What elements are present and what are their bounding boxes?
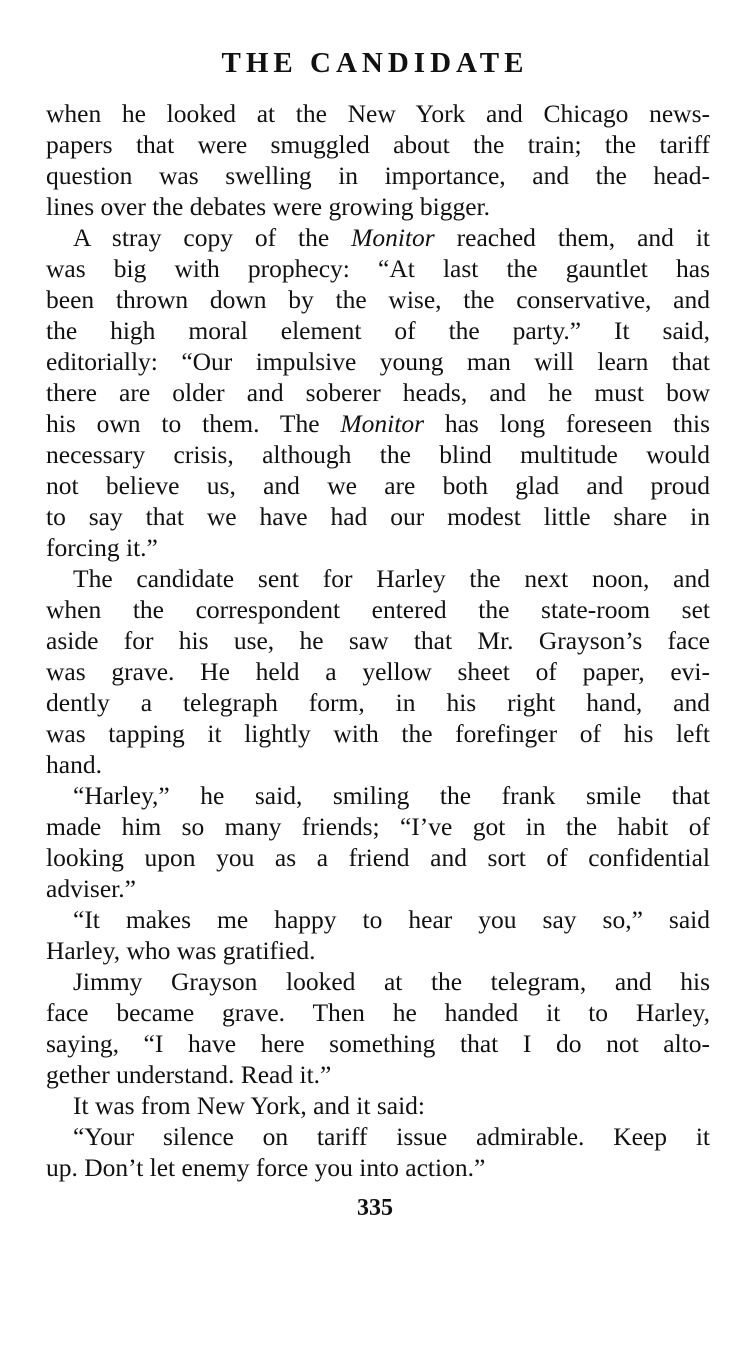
text-line: editorially: “Our impulsive young man will learn that [46,347,710,376]
text-line: A stray copy of the Monitor reached them, and it [73,223,710,252]
text-line: lines over the debates were growing bigger. [46,192,490,221]
text-line: “Your silence on tariff issue admirable. Keep it [73,1122,710,1151]
text-line: the high moral element of the party.” It said, [46,316,710,345]
text-line: Jimmy Grayson looked at the telegram, and his [73,967,710,996]
text-line: there are older and soberer heads, and he must bow [46,378,710,407]
text-line: was grave. He held a yellow sheet of paper, evi- [46,657,710,686]
text-line: “Harley,” he said, smiling the frank smile that [73,781,710,810]
text-line: dently a telegraph form, in his right hand, and [46,688,710,717]
text-line: when he looked at the New York and Chicago news- [46,99,710,128]
running-head: THE CANDIDATE [221,47,529,79]
periodical-title: Monitor [351,223,435,252]
text-line: made him so many friends; “I’ve got in the habit of [46,812,710,841]
text-line: up. Don’t let enemy force you into action.” [46,1153,486,1182]
text-line: papers that were smuggled about the train; the tariff [46,130,710,159]
text-line: not believe us, and we are both glad and proud [46,471,710,500]
text-line: face became grave. Then he handed it to Harley, [46,998,710,1027]
text-line: aside for his use, he saw that Mr. Grayson’s face [46,626,710,655]
text-line: was tapping it lightly with the forefinger of his left [46,719,710,748]
text-line: saying, “I have here something that I do not alto- [46,1029,710,1058]
text-line: when the correspondent entered the state-room set [46,595,710,624]
text-line: The candidate sent for Harley the next noon, and [73,564,710,593]
text-line: gether understand. Read it.” [46,1060,332,1089]
text-line: adviser.” [46,874,136,903]
text-line: forcing it.” [46,533,158,562]
text-line: to say that we have had our modest little share in [46,502,710,531]
text-line: necessary crisis, although the blind multitude would [46,440,710,469]
text-line: “It makes me happy to hear you say so,” said [73,905,710,934]
text-line: Harley, who was gratified. [46,936,316,965]
text-line: question was swelling in importance, and the head- [46,161,710,190]
page-number: 335 [357,1195,393,1221]
text-line: hand. [46,750,102,779]
text-line: his own to them. The Monitor has long foreseen this [46,409,711,438]
periodical-title: Monitor [340,409,424,438]
body-text [46,98,710,1183]
text-line: was big with prophecy: “At last the gauntlet has [46,254,710,283]
text-line: been thrown down by the wise, the conservative, and [46,285,710,314]
text-line: looking upon you as a friend and sort of confidential [46,843,710,872]
text-line: It was from New York, and it said: [73,1091,426,1120]
